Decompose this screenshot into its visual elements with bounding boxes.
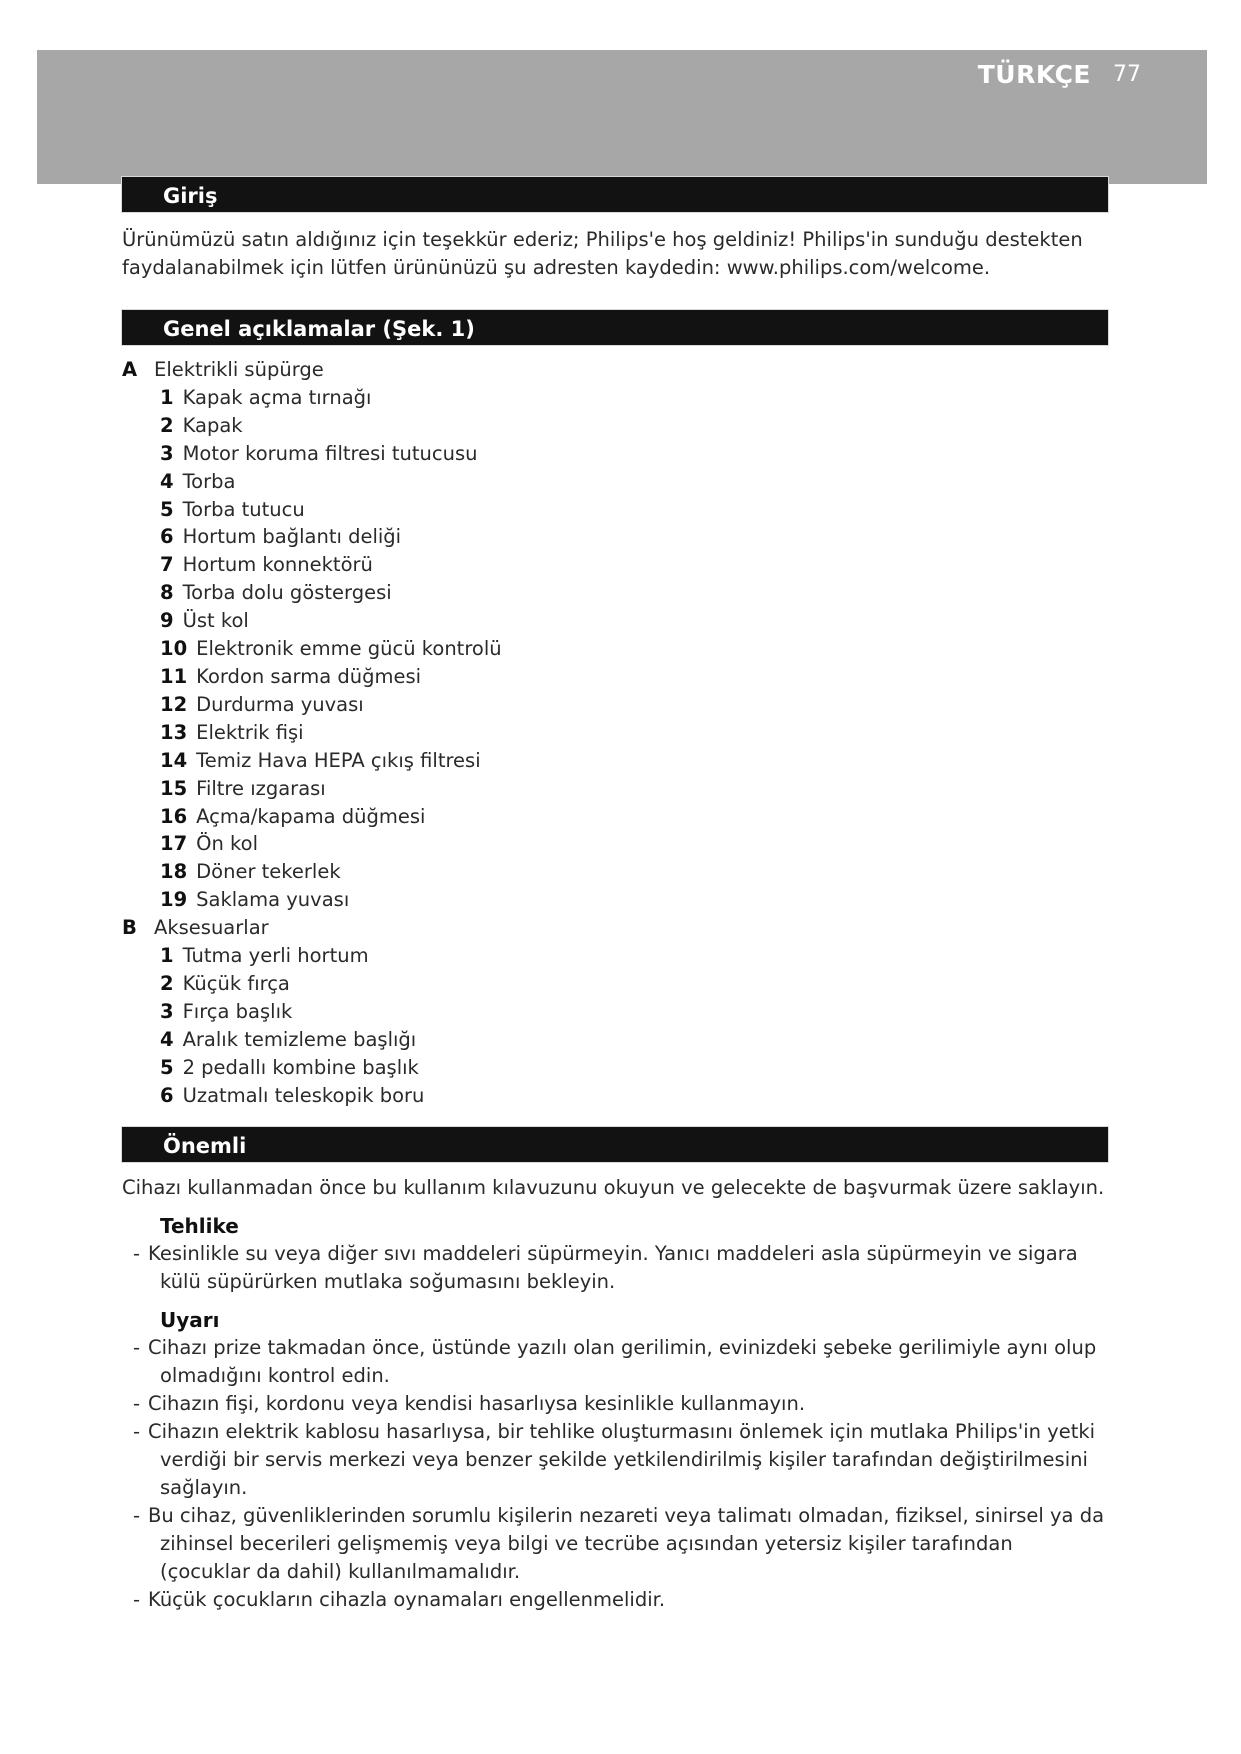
- item-text: Kapak açma tırnağı: [182, 385, 372, 409]
- list-item: [122, 1026, 1108, 1054]
- item-text: Hortum konnektörü: [182, 553, 373, 577]
- list-item: [122, 830, 1108, 858]
- item-text: Küçük fırça: [182, 971, 290, 995]
- item-number: 9: [160, 609, 174, 633]
- list-item: [122, 551, 1108, 579]
- bullet-text: Bu cihaz, güvenliklerinden sorumlu kişilerin nezareti veya talimatı olmadan, fiziksel, sinirsel ya da zihinsel becerileri gelişmemiş veya bilgi ve tecrübe açısından yetersiz kişiler tarafından (çocuklar da dahil) kullanılmamalıdır.: [148, 1504, 1105, 1584]
- item-text: Temiz Hava HEPA çıkış filtresi: [196, 748, 481, 772]
- group-letter: B: [122, 916, 137, 940]
- item-number: 5: [160, 497, 174, 521]
- item-text: Durdurma yuvası: [196, 692, 364, 716]
- list-item: [122, 412, 1108, 440]
- list-item: [122, 635, 1108, 663]
- intro-line-2: faydalanabilmek için lütfen ürününüzü şu adresten kaydedin: www.philips.com/welcome.: [122, 256, 991, 279]
- bullet-dash: -: [133, 1336, 141, 1360]
- item-number: 13: [160, 720, 188, 744]
- item-number: 11: [160, 664, 188, 688]
- list-item: [122, 1082, 1108, 1110]
- list-item: [122, 607, 1108, 635]
- item-number: 19: [160, 888, 188, 912]
- item-text: Elektronik emme gücü kontrolü: [196, 637, 502, 661]
- item-number: 14: [160, 748, 188, 772]
- item-text: Torba tutucu: [182, 497, 305, 521]
- warning-heading: Uyarı: [160, 1308, 220, 1333]
- item-text: 2 pedallı kombine başlık: [182, 1055, 419, 1079]
- language-label: TÜRKÇE: [977, 60, 1091, 89]
- list-item: [122, 523, 1108, 551]
- group-letter: A: [122, 358, 138, 381]
- important-paragraph: Cihazı kullanmadan önce bu kullanım kılavuzunu okuyun ve gelecekte de başvurmak üzere saklayın.: [122, 1176, 1105, 1200]
- item-text: Uzatmalı teleskopik boru: [182, 1083, 425, 1107]
- group-a-heading: [122, 356, 1108, 384]
- item-number: 4: [160, 469, 174, 493]
- item-number: 2: [160, 971, 174, 995]
- list-item: [122, 1054, 1108, 1082]
- item-number: 5: [160, 1055, 174, 1079]
- item-number: 4: [160, 1027, 174, 1051]
- item-number: 3: [160, 999, 174, 1023]
- list-item: [122, 384, 1108, 412]
- item-number: 2: [160, 413, 174, 437]
- group-label: Aksesuarlar: [154, 916, 269, 940]
- item-number: 15: [160, 776, 188, 800]
- section-heading-intro: Giriş: [122, 177, 1108, 212]
- item-text: Ön kol: [196, 832, 258, 856]
- bullet-dash: -: [133, 1504, 141, 1528]
- list-item: [122, 1586, 1108, 1614]
- item-text: Kordon sarma düğmesi: [196, 664, 422, 688]
- list-item: [122, 970, 1108, 998]
- item-number: 16: [160, 804, 188, 828]
- list-item: [122, 998, 1108, 1026]
- list-item: [122, 747, 1108, 775]
- item-number: 18: [160, 860, 188, 884]
- item-number: 3: [160, 441, 174, 465]
- danger-heading: Tehlike: [160, 1214, 239, 1239]
- list-item: [122, 942, 1108, 970]
- section-heading-overview: Genel açıklamalar (Şek. 1): [122, 310, 1108, 345]
- group-b-heading: [122, 914, 1108, 942]
- item-text: Filtre ızgarası: [196, 776, 326, 800]
- bullet-dash: -: [133, 1420, 141, 1444]
- item-text: Kapak: [182, 413, 243, 437]
- item-number: 17: [160, 832, 188, 856]
- item-number: 10: [160, 637, 188, 661]
- bullet-text: Cihazın elektrik kablosu hasarlıysa, bir tehlike oluşturmasını önlemek için mutlaka Philips'in yetki verdiği bir servis merkezi veya benzer şekilde yetkilendirilmiş kişiler tarafından değiştirilmesini sağlayın.: [148, 1420, 1096, 1500]
- list-item: [122, 803, 1108, 831]
- item-text: Açma/kapama düğmesi: [196, 804, 426, 828]
- list-item: [122, 1240, 1108, 1296]
- item-text: Hortum bağlantı deliği: [182, 525, 402, 549]
- list-item: [122, 579, 1108, 607]
- list-item: [122, 1334, 1108, 1390]
- list-item: [122, 775, 1108, 803]
- list-item: [122, 886, 1108, 914]
- warning-list: [122, 1334, 1108, 1614]
- list-item: [122, 468, 1108, 496]
- list-item: [122, 663, 1108, 691]
- bullet-dash: -: [133, 1392, 141, 1416]
- list-item: [122, 1502, 1108, 1586]
- item-text: Motor koruma filtresi tutucusu: [182, 441, 478, 465]
- item-number: 6: [160, 1083, 174, 1107]
- section-heading-important: Önemli: [122, 1127, 1108, 1162]
- parts-list: [122, 356, 1108, 1109]
- item-text: Döner tekerlek: [196, 860, 341, 884]
- item-text: Saklama yuvası: [196, 888, 350, 912]
- list-item: [122, 719, 1108, 747]
- list-item: [122, 691, 1108, 719]
- intro-paragraph: [122, 226, 1108, 282]
- list-item: [122, 1390, 1108, 1418]
- item-text: Torba dolu göstergesi: [182, 581, 392, 605]
- danger-list: [122, 1240, 1108, 1296]
- item-number: 1: [160, 944, 174, 968]
- bullet-text: Kesinlikle su veya diğer sıvı maddeleri süpürmeyin. Yanıcı maddeleri asla süpürmeyin ve sigara külü süpürürken mutlaka soğumasını bekleyin.: [148, 1242, 1078, 1294]
- intro-line-1: Ürünümüzü satın aldığınız için teşekkür ederiz; Philips'e hoş geldiniz! Philips'in sunduğu destekten: [122, 228, 1083, 251]
- item-text: Fırça başlık: [182, 999, 293, 1023]
- item-number: 7: [160, 553, 174, 577]
- group-label: Elektrikli süpürge: [154, 358, 324, 381]
- bullet-dash: -: [133, 1588, 141, 1612]
- list-item: [122, 858, 1108, 886]
- item-text: Aralık temizleme başlığı: [182, 1027, 417, 1051]
- item-number: 6: [160, 525, 174, 549]
- bullet-text: Küçük çocukların cihazla oynamaları engellenmelidir.: [148, 1588, 666, 1612]
- item-text: Tutma yerli hortum: [182, 944, 369, 968]
- item-text: Üst kol: [182, 609, 249, 633]
- list-item: [122, 440, 1108, 468]
- item-number: 1: [160, 385, 174, 409]
- page-number: 77: [1113, 62, 1141, 87]
- page-content: [122, 177, 1108, 1614]
- item-text: Torba: [182, 469, 236, 493]
- bullet-dash: -: [133, 1242, 141, 1266]
- item-number: 8: [160, 581, 174, 605]
- item-text: Elektrik fişi: [196, 720, 304, 744]
- list-item: [122, 1418, 1108, 1502]
- item-number: 12: [160, 692, 188, 716]
- bullet-text: Cihazı prize takmadan önce, üstünde yazılı olan gerilimin, evinizdeki şebeke gerilimiyle aynı olup olmadığını kontrol edin.: [148, 1336, 1097, 1388]
- bullet-text: Cihazın fişi, kordonu veya kendisi hasarlıysa kesinlikle kullanmayın.: [148, 1392, 806, 1416]
- list-item: [122, 496, 1108, 524]
